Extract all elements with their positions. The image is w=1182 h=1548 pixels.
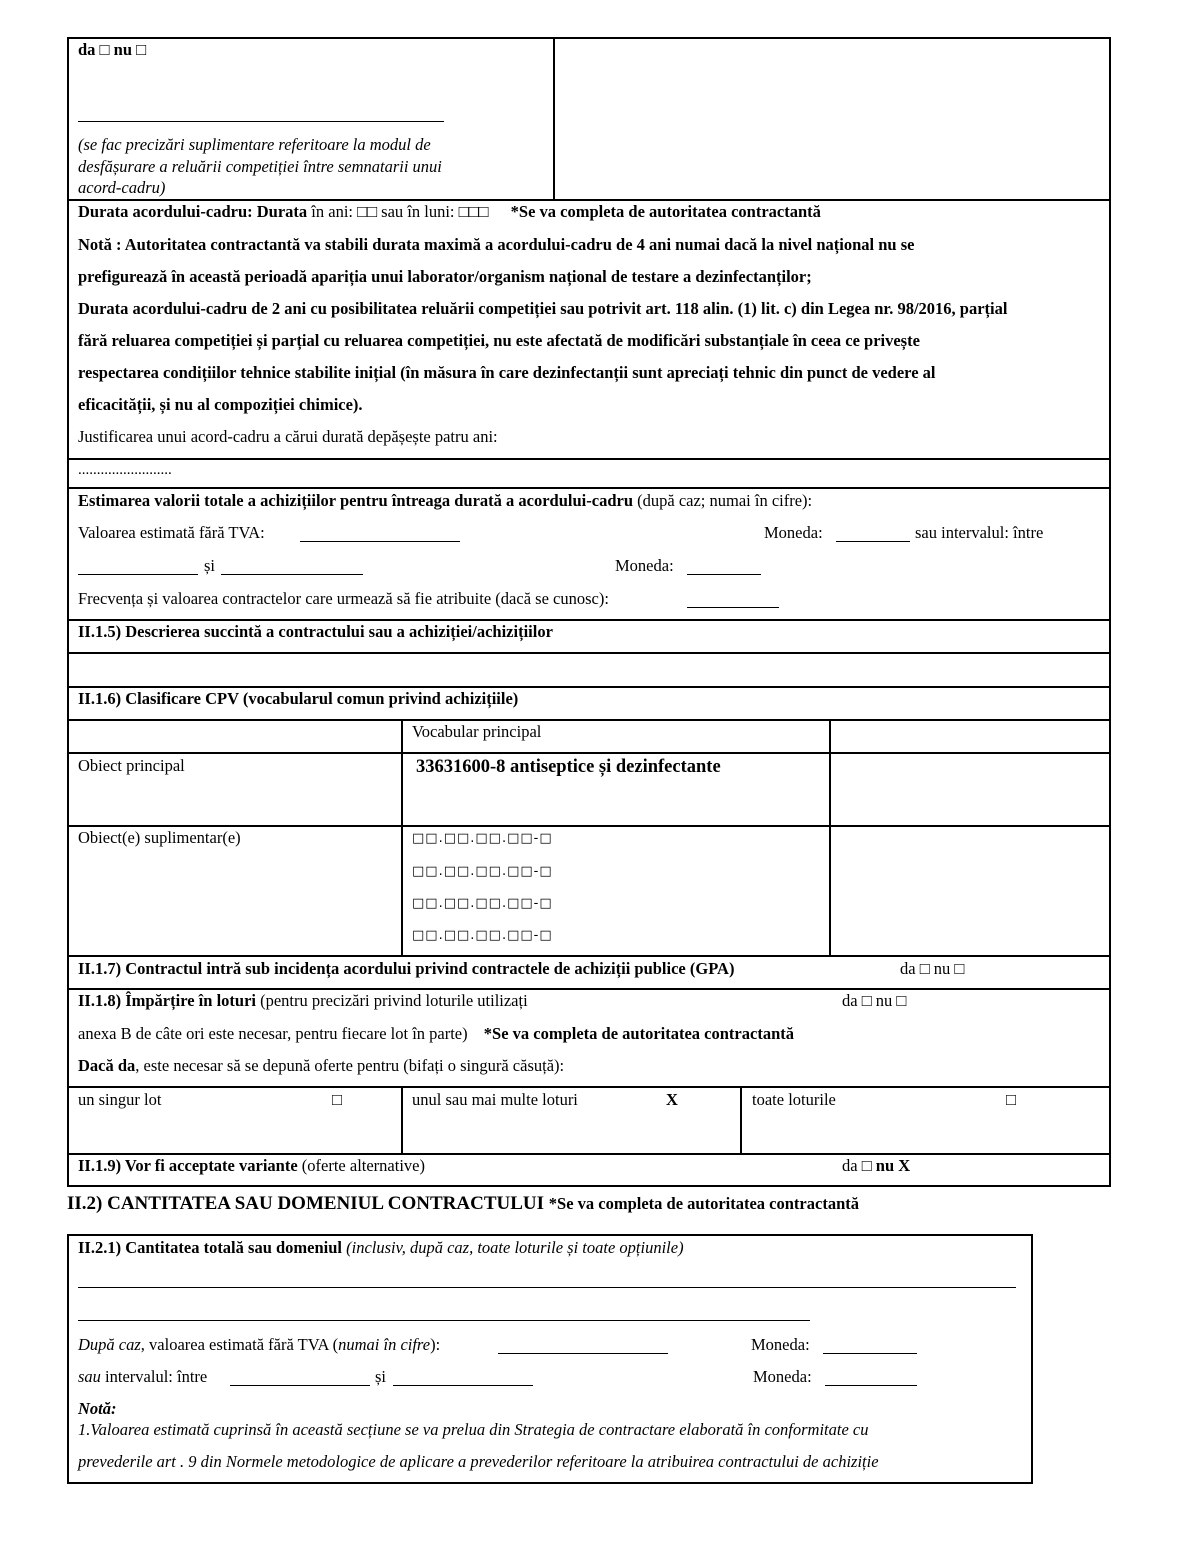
s218-daca-line: [78, 1056, 564, 1076]
dupa-caz-close: ):: [430, 1335, 441, 1354]
s217-title: II.1.7) Contractul intră sub incidența acordului privind contractele de achiziții publice (GPA): [78, 959, 735, 978]
divider: [67, 458, 1111, 460]
s219-da[interactable]: da □: [842, 1156, 872, 1175]
divider: [67, 686, 1111, 688]
durata-values: în ani: □□ sau în luni: □□□: [311, 202, 489, 221]
s219-title-rest: (oferte alternative): [301, 1156, 425, 1175]
s218-daca-bold: Dacă da: [78, 1056, 136, 1075]
interval-from-field[interactable]: [78, 574, 198, 575]
s215-title: II.1.5) Descrierea succintă a contractului sau a achiziției/achizițiilor: [78, 622, 553, 641]
cpv-code-3[interactable]: □□.□□.□□.□□-□: [412, 896, 553, 911]
numai-cifre: numai în cifre: [338, 1335, 431, 1354]
s219-title-bold: II.1.9) Vor fi acceptate variante: [78, 1156, 298, 1175]
divider: [740, 1086, 742, 1154]
si-label: și: [204, 556, 216, 575]
s218-daca-rest: , este necesar să se depună oferte pentru (bifați o singură căsuță):: [135, 1056, 565, 1075]
cpv-code-1[interactable]: □□.□□.□□.□□-□: [412, 831, 553, 846]
frecventa-label: Frecvența și valoarea contractelor care urmează să fie atribuite (dacă se cunosc):: [78, 589, 609, 608]
s219-title: [78, 1156, 425, 1176]
nota-line1: Notă : Autoritatea contractantă va stabili durata maximă a acordului-cadru de 4 ani numai dacă la nivel național nu se: [78, 235, 915, 254]
s221-title: [78, 1238, 684, 1258]
estimare-title: [78, 491, 812, 511]
divider: [67, 1153, 1111, 1155]
valoarea-label: Valoarea estimată fără TVA:: [78, 523, 265, 542]
top-note-line1: (se fac precizări suplimentare referitoare la modul de: [78, 135, 431, 154]
top-note-line3: acord-cadru): [78, 178, 166, 197]
durata-line: [78, 202, 821, 222]
divider: [67, 988, 1111, 990]
s22-heading: [67, 1193, 859, 1215]
valoarea-field[interactable]: [300, 541, 460, 542]
s218-da-nu[interactable]: da □ nu □: [842, 991, 907, 1010]
dupa-caz-rest: , valoarea estimată fără TVA (: [140, 1335, 339, 1354]
justificare-label: Justificarea unui acord-cadru a cărui durată depășește patru ani:: [78, 427, 498, 446]
divider: [67, 719, 1111, 721]
cpv-main-code: 33631600-8 antiseptice și dezinfectante: [416, 757, 721, 777]
s221-moneda1-label: Moneda:: [751, 1335, 810, 1354]
s221-si: și: [375, 1367, 387, 1386]
nota-line3: Durata acordului-cadru de 2 ani cu posibilitatea reluării competiției sau potrivit art. 118 alin. (1) lit. c) din Legea nr. 98/2016, parțial: [78, 299, 1008, 318]
option-single-lot-label: un singur lot: [78, 1090, 162, 1109]
option-single-lot-checkbox[interactable]: □: [332, 1090, 342, 1109]
interval-text: intervalul: între: [105, 1367, 208, 1386]
nota-line5: respectarea condițiilor tehnice stabilite inițial (în măsura în care dezinfectanții sunt apreciați tehnic din punct de vedere al: [78, 363, 936, 382]
s22-heading-text: II.2) CANTITATEA SAU DOMENIUL CONTRACTULUI: [67, 1193, 545, 1214]
s221-nota-label: Notă:: [78, 1399, 117, 1418]
divider: [67, 752, 1111, 754]
s218-title: [78, 991, 528, 1011]
estimare-title-bold: Estimarea valorii totale a achizițiilor pentru întreaga durată a acordului-cadru: [78, 491, 633, 510]
moneda2-field[interactable]: [687, 574, 761, 575]
s221-box: [67, 1234, 1033, 1484]
top-da-nu: da □ nu □: [78, 40, 147, 59]
s219-da-nu[interactable]: [842, 1156, 910, 1176]
divider: [67, 652, 1111, 654]
top-note-line2: desfășurare a reluării competiției între semnatarii unui: [78, 157, 442, 176]
divider: [67, 487, 1111, 489]
moneda2-label: Moneda:: [615, 556, 674, 575]
vocabular-header: Vocabular principal: [412, 722, 542, 741]
s221-interval-to[interactable]: [393, 1385, 533, 1386]
interval-to-field[interactable]: [221, 574, 363, 575]
divider: [67, 955, 1111, 957]
s219-nu[interactable]: nu X: [875, 1156, 911, 1175]
s218-title-bold: II.1.8) Împărțire în loturi: [78, 991, 256, 1010]
s221-valoare-field[interactable]: [498, 1353, 668, 1354]
divider: [67, 619, 1111, 621]
nota-line6: eficacității, și nu al compoziției chimice).: [78, 395, 363, 414]
s221-nota-line1: 1.Valoarea estimată cuprinsă în această secțiune se va prelua din Strategia de contractare elaborată în conformitate cu: [78, 1420, 869, 1439]
s221-interval-from[interactable]: [230, 1385, 370, 1386]
divider: [67, 1086, 1111, 1088]
s221-nota-line2: prevederile art . 9 din Normele metodologice de aplicare a prevederilor referitoare la atribuirea contractului de achiziție: [78, 1452, 879, 1471]
cpv-code-2[interactable]: □□.□□.□□.□□-□: [412, 864, 553, 879]
nota-line2: prefigurează în această perioadă apariția unui laborator/organism național de testare a dezinfectanților;: [78, 267, 812, 286]
estimare-title-rest: (după caz; numai în cifre):: [637, 491, 813, 510]
s218-anexa-text: anexa B de câte ori este necesar, pentru fiecare lot în parte): [78, 1024, 468, 1043]
option-all-lots-checkbox[interactable]: □: [1006, 1090, 1016, 1109]
frecventa-field[interactable]: [687, 607, 779, 608]
moneda1-field[interactable]: [836, 541, 910, 542]
divider: [401, 719, 403, 956]
cpv-code-4[interactable]: □□.□□.□□.□□-□: [412, 928, 553, 943]
s221-moneda2-field[interactable]: [825, 1385, 917, 1386]
s221-line2[interactable]: [78, 1320, 810, 1321]
option-all-lots-label: toate loturile: [752, 1090, 836, 1109]
divider: [553, 37, 555, 200]
divider: [67, 199, 1111, 201]
obiect-suplimentar-label: Obiect(e) suplimentar(e): [78, 828, 241, 847]
s218-note-ca: *Se va completa de autoritatea contractantă: [483, 1024, 794, 1043]
s217-da-nu[interactable]: da □ nu □: [900, 959, 965, 978]
divider: [67, 825, 1111, 827]
divider: [829, 719, 831, 956]
justificare-dots: .........................: [78, 462, 172, 478]
sau-italic: sau: [78, 1367, 101, 1386]
option-multiple-lots-label: unul sau mai multe loturi: [412, 1090, 578, 1109]
top-underline: [78, 121, 444, 122]
nota-line4: fără reluarea competiției și parțial cu reluarea competiției, nu este afectată de modificări substanțiale în ceea ce privește: [78, 331, 920, 350]
s221-line1[interactable]: [78, 1287, 1016, 1288]
option-multiple-lots-checkbox[interactable]: X: [666, 1090, 678, 1109]
s218-title-rest: (pentru precizări privind loturile utilizați: [260, 991, 528, 1010]
moneda1-label: Moneda:: [764, 523, 823, 542]
s221-dupa-caz-line: [78, 1335, 440, 1355]
s221-title-paren: (inclusiv, după caz, toate loturile și toate opțiunile): [346, 1238, 684, 1257]
interval-label: sau intervalul: între: [915, 523, 1044, 542]
s221-interval-line: [78, 1367, 207, 1387]
s216-title: II.1.6) Clasificare CPV (vocabularul comun privind achizițiile): [78, 689, 519, 708]
durata-note-ca: *Se va completa de autoritatea contractantă: [510, 202, 821, 221]
s221-moneda1-field[interactable]: [823, 1353, 917, 1354]
s221-title-bold: II.2.1) Cantitatea totală sau domeniul: [78, 1238, 343, 1257]
s221-moneda2-label: Moneda:: [753, 1367, 812, 1386]
s218-line2: [78, 1024, 794, 1044]
s22-note-ca: *Se va completa de autoritatea contractantă: [548, 1194, 859, 1213]
divider: [401, 1086, 403, 1154]
obiect-principal-label: Obiect principal: [78, 756, 185, 775]
durata-label: Durata acordului-cadru: Durata: [78, 202, 308, 221]
dupa-caz-italic: După caz: [78, 1335, 141, 1354]
